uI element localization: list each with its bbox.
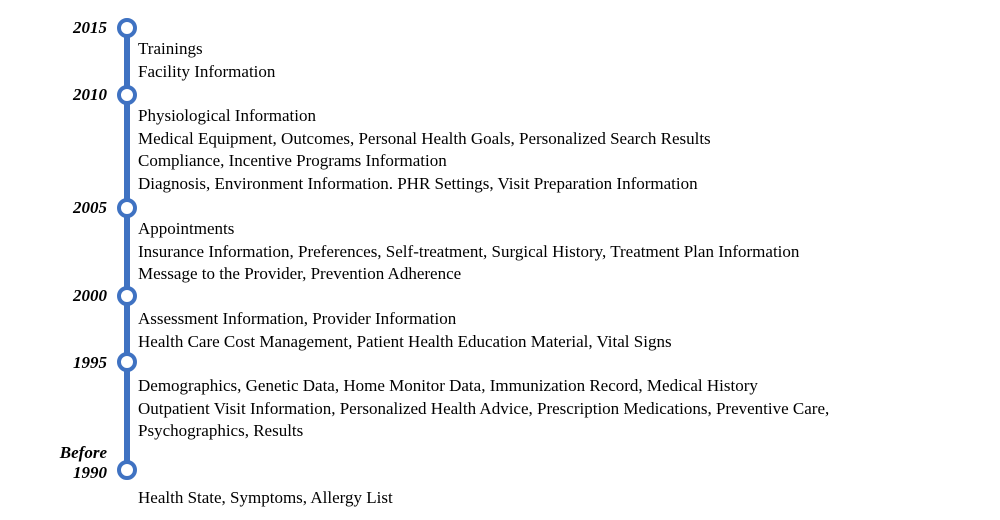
timeline-node-1995: [117, 352, 137, 372]
milestone-before-1990-items: [138, 487, 393, 510]
timeline-node-2005: [117, 198, 137, 218]
milestone-item: Insurance Information, Preferences, Self-treatment, Surgical History, Treatment Plan Information: [138, 241, 800, 261]
timeline-node-2000: [117, 286, 137, 306]
timeline-node-2015: [117, 18, 137, 38]
milestone-item: Appointments: [138, 219, 235, 238]
year-label-text: Before: [59, 443, 107, 462]
year-label-2010: [73, 85, 107, 105]
milestone-item: Medical Equipment, Outcomes, Personal Health Goals, Personalized Search Results: [138, 128, 711, 148]
year-label-text: 2005: [73, 198, 107, 217]
year-label-text: 1990: [73, 463, 107, 482]
milestone-item: Trainings: [138, 39, 203, 58]
milestone-item: Diagnosis, Environment Information. PHR Settings, Visit Preparation Information: [138, 173, 698, 193]
timeline-node-before-1990: [117, 460, 137, 480]
milestone-item: Physiological Information: [138, 106, 317, 125]
milestone-item: Demographics, Genetic Data, Home Monitor Data, Immunization Record, Medical History: [138, 376, 758, 395]
milestone-2010-items: [138, 105, 711, 195]
year-label-text: 2015: [73, 18, 107, 37]
milestone-2015-items: [138, 38, 275, 83]
milestone-2000-items: [138, 308, 672, 353]
year-label-2015: [73, 18, 107, 38]
milestone-item: Outpatient Visit Information, Personalized Health Advice, Prescription Medications, Preventive Care,: [138, 398, 830, 418]
year-label-2005: [73, 198, 107, 218]
milestone-item: Compliance, Incentive Programs Information: [138, 151, 447, 170]
year-label-text: 1995: [73, 353, 107, 372]
milestone-item: Assessment Information, Provider Information: [138, 309, 457, 328]
year-label-text: 2010: [73, 85, 107, 104]
timeline-node-2010: [117, 85, 137, 105]
year-label-2000: [73, 286, 107, 306]
milestone-2005-items: [138, 218, 799, 286]
year-label-1995: [73, 353, 107, 373]
milestone-item: Facility Information: [138, 61, 276, 81]
milestone-1995-items: [138, 375, 829, 443]
milestone-item: Message to the Provider, Prevention Adherence: [138, 264, 462, 283]
year-label-text: 2000: [73, 286, 107, 305]
milestone-item: Psychographics, Results: [138, 421, 304, 440]
milestone-item: Health State, Symptoms, Allergy List: [138, 488, 393, 507]
milestone-item: Health Care Cost Management, Patient Health Education Material, Vital Signs: [138, 331, 672, 351]
year-label-before-1990: [60, 443, 107, 483]
